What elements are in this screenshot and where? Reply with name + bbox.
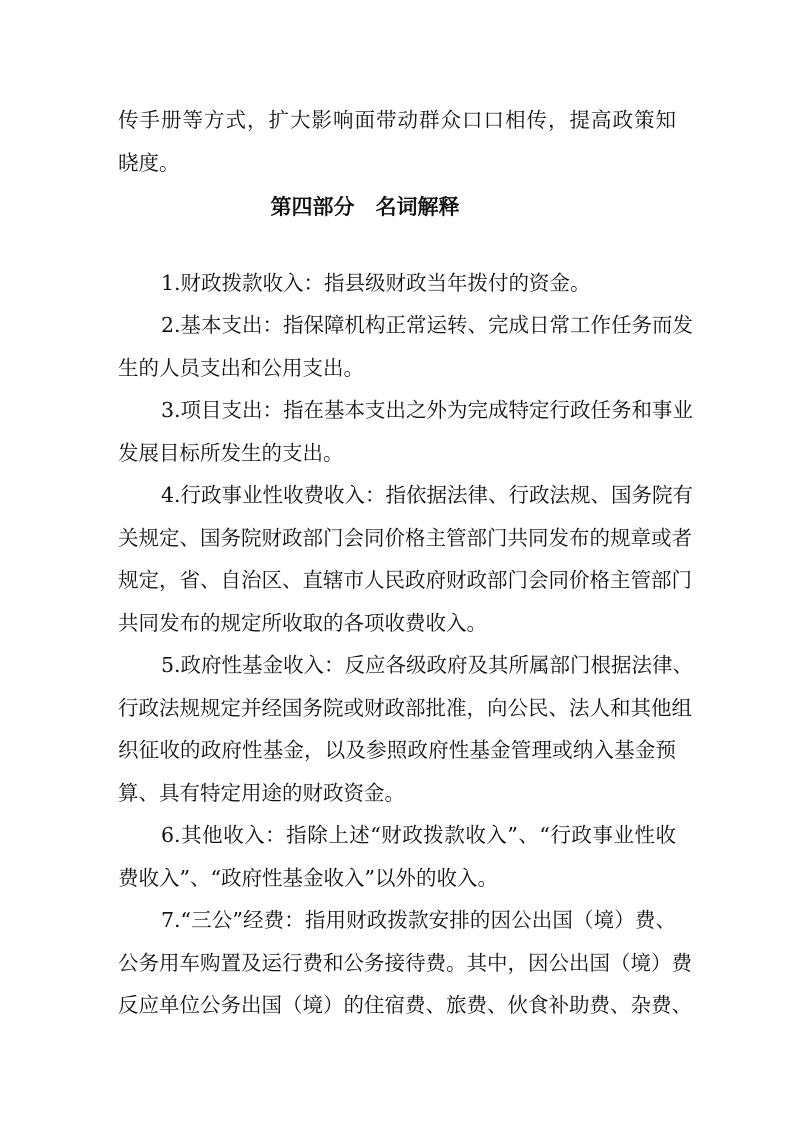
paragraph-line: 发展目标所发生的支出。 (118, 441, 344, 465)
definition-item-2: 2.基本支出：指保障机构正常运转、完成日常工作任务而发 (161, 313, 694, 337)
section-title: 第四部分 名词解释 (270, 195, 460, 219)
paragraph-line: 关规定、国务院财政部门会同价格主管部门共同发布的规章或者 (118, 526, 692, 550)
definition-item-6: 6.其他收入：指除上述“财政拨款收入”、“行政事业性收 (161, 823, 676, 847)
paragraph-line: 算、具有特定用途的财政资金。 (118, 781, 405, 805)
paragraph-line: 共同发布的规定所收取的各项收费收入。 (118, 611, 487, 635)
definition-item-3: 3.项目支出：指在基本支出之外为完成特定行政任务和事业 (161, 398, 694, 422)
paragraph-line: 行政法规规定并经国务院或财政部批准，向公民、法人和其他组 (118, 696, 692, 720)
paragraph-line: 公务用车购置及运行费和公务接待费。其中，因公出国（境）费 (118, 951, 692, 975)
definition-item-7: 7.“三公”经费：指用财政拨款安排的因公出国（境）费、 (161, 908, 676, 932)
definition-item-5: 5.政府性基金收入：反应各级政府及其所属部门根据法律、 (161, 653, 694, 677)
paragraph-line: 传手册等方式，扩大影响面带动群众口口相传，提高政策知 (118, 108, 676, 132)
paragraph-line: 织征收的政府性基金，以及参照政府性基金管理或纳入基金预 (118, 738, 676, 762)
paragraph-line: 晓度。 (118, 151, 180, 175)
paragraph-line: 规定，省、自治区、直辖市人民政府财政部门会同价格主管部门 (118, 568, 692, 592)
paragraph-line: 反应单位公务出国（境）的住宿费、旅费、伙食补助费、杂费、 (118, 993, 692, 1017)
paragraph-line: 生的人员支出和公用支出。 (118, 356, 364, 380)
definition-item-4: 4.行政事业性收费收入：指依据法律、行政法规、国务院有 (161, 483, 694, 507)
definition-item-1: 1.财政拨款收入：指县级财政当年拨付的资金。 (161, 271, 591, 295)
paragraph-line: 费收入”、“政府性基金收入”以外的收入。 (118, 866, 498, 890)
